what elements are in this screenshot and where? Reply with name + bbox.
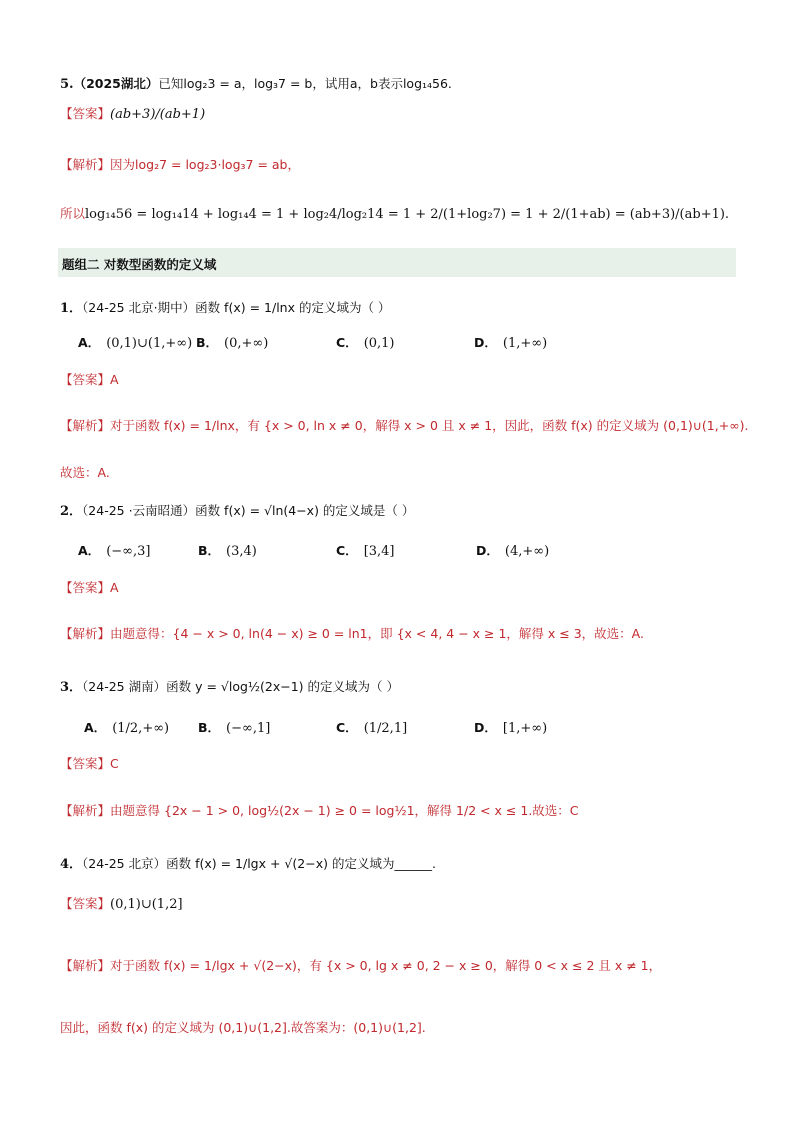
q2-stem: 函数 f(x) = √ln(4−x) 的定义域是（ ） (195, 503, 415, 518)
q1-conclusion-line (60, 463, 110, 481)
q1-number: 1． (60, 301, 83, 316)
q5-analysis-line-2 (60, 204, 729, 222)
q2-option-b-value: (3,4) (226, 544, 257, 559)
q5-analysis-1: 因为log₂7 = log₂3·log₃7 = ab， (110, 157, 300, 172)
q2-option-c-label: C． (336, 543, 358, 558)
q4-analysis-line (60, 956, 661, 974)
q5-stem-line (60, 74, 452, 92)
q3-analysis-line (60, 801, 579, 819)
q4-conclusion: 因此，函数 f(x) 的定义域为 (0,1)∪(1,2].故答案为：(0,1)∪(1,2]. (60, 1020, 426, 1035)
q1-option-c (336, 333, 395, 351)
q2-option-b-label: B． (198, 543, 221, 558)
q5-analysis-tag: 【解析】 (60, 157, 111, 172)
q4-answer-tag: 【答案】 (60, 896, 111, 911)
q3-number: 3． (60, 680, 83, 695)
q1-conclusion: 故选：A. (60, 465, 110, 480)
q1-stem-line (60, 297, 390, 316)
q5-answer-tag: 【答案】 (60, 106, 111, 121)
q5-analysis-line (60, 155, 300, 173)
q2-option-d-value: (4,+∞) (504, 544, 550, 559)
q2-option-d (476, 541, 549, 559)
q2-option-a-label: A． (78, 543, 101, 558)
q1-option-c-label: C． (336, 335, 358, 350)
q2-option-a (78, 541, 150, 559)
q4-analysis: 对于函数 f(x) = 1/lgx + √(2−x)，有 {x > 0, lg x ≠ 0, 2 − x ≥ 0，解得 0 < x ≤ 2 且 x ≠ 1， (110, 958, 662, 973)
q4-stem: 函数 f(x) = 1/lgx + √(2−x) 的定义域为______. (166, 856, 436, 871)
q2-stem-line (60, 500, 414, 519)
q4-number: 4． (60, 857, 83, 872)
q3-analysis: 由题意得 {2x − 1 > 0, log½(2x − 1) ≥ 0 = log½1，解得 1/2 < x ≤ 1.故选：C (110, 803, 579, 818)
q3-answer: C (110, 756, 119, 771)
q1-option-b-label: B． (196, 335, 219, 350)
q2-analysis: 由题意得：{4 − x > 0, ln(4 − x) ≥ 0 = ln1，即 {x < 4, 4 − x ≥ 1，解得 x ≤ 3，故选：A. (110, 626, 644, 641)
q5-stem: 已知log₂3 = a，log₃7 = b，试用a，b表示log₁₄56. (158, 76, 452, 91)
q3-option-d-label: D． (474, 720, 497, 735)
q5-analysis-2-prefix: 所以 (60, 206, 86, 221)
q3-answer-tag: 【答案】 (60, 756, 111, 771)
q1-option-d-label: D． (474, 335, 497, 350)
q3-analysis-tag: 【解析】 (60, 803, 111, 818)
q2-option-a-value: (−∞,3] (106, 544, 151, 559)
q1-answer-line (60, 370, 119, 388)
q1-analysis: 对于函数 f(x) = 1/lnx，有 {x > 0, ln x ≠ 0，解得 x > 0 且 x ≠ 1，因此，函数 f(x) 的定义域为 (0,1)∪(1,+∞). (110, 418, 749, 433)
q3-option-c-value: (1/2,1] (363, 721, 408, 736)
q4-analysis-tag: 【解析】 (60, 958, 111, 973)
q3-option-a-label: A． (84, 720, 107, 735)
q2-answer: A (110, 580, 119, 595)
q1-option-d-value: (1,+∞) (502, 336, 548, 351)
q5-answer: (ab+3)/(ab+1) (110, 107, 206, 122)
q2-analysis-line (60, 624, 644, 642)
q3-answer-line (60, 754, 119, 772)
q1-option-b (196, 333, 268, 351)
q1-option-c-value: (0,1) (363, 336, 395, 351)
q2-option-d-label: D． (476, 543, 499, 558)
q3-option-c (336, 718, 407, 736)
q5-number: 5. (60, 77, 74, 92)
q1-analysis-tag: 【解析】 (60, 418, 111, 433)
q2-source: （24-25 ·云南昭通） (82, 503, 196, 518)
q4-answer: (0,1)∪(1,2] (110, 897, 183, 912)
q4-answer-line (60, 894, 183, 912)
q1-option-b-value: (0,+∞) (224, 336, 269, 351)
q1-source: （24-25 北京·期中） (82, 300, 196, 315)
q3-option-b (198, 718, 270, 736)
q5-analysis-2: log₁₄56 = log₁₄14 + log₁₄4 = 1 + log₂4/log₂14 = 1 + 2/(1+log₂7) = 1 + 2/(1+ab) = (ab+3)/(ab+1). (85, 207, 730, 222)
q2-analysis-tag: 【解析】 (60, 626, 111, 641)
q3-option-b-value: (−∞,1] (226, 721, 271, 736)
q2-answer-line (60, 578, 119, 596)
section-header (58, 248, 736, 277)
q3-stem: 函数 y = √log½(2x−1) 的定义域为（ ） (166, 679, 399, 694)
q4-source: （24-25 北京） (82, 856, 167, 871)
q5-answer-line (60, 104, 205, 122)
q3-option-b-label: B． (198, 720, 221, 735)
q1-option-d (474, 333, 547, 351)
q2-option-b (198, 541, 257, 559)
q4-conclusion-line (60, 1018, 426, 1036)
q1-stem: 函数 f(x) = 1/lnx 的定义域为（ ） (195, 300, 391, 315)
q2-option-c-value: [3,4] (363, 544, 395, 559)
q2-number: 2． (60, 504, 83, 519)
q3-option-c-label: C． (336, 720, 358, 735)
q2-answer-tag: 【答案】 (60, 580, 111, 595)
q1-option-a-label: A． (78, 335, 101, 350)
q1-option-a (78, 333, 192, 351)
q1-answer: A (110, 372, 119, 387)
q3-source: （24-25 湖南） (82, 679, 167, 694)
q1-option-a-value: (0,1)∪(1,+∞) (106, 336, 193, 351)
q3-stem-line (60, 676, 399, 695)
q1-answer-tag: 【答案】 (60, 372, 111, 387)
q2-option-c (336, 541, 395, 559)
q4-stem-line (60, 853, 436, 872)
q3-option-a-value: (1/2,+∞) (112, 721, 170, 736)
q1-analysis-line (60, 416, 748, 434)
q3-option-d (474, 718, 547, 736)
q3-option-d-value: [1,+∞) (502, 721, 548, 736)
q3-option-a (84, 718, 169, 736)
q5-source: （2025湖北） (73, 76, 159, 91)
section-title: 题组二 对数型函数的定义域 (62, 257, 217, 272)
